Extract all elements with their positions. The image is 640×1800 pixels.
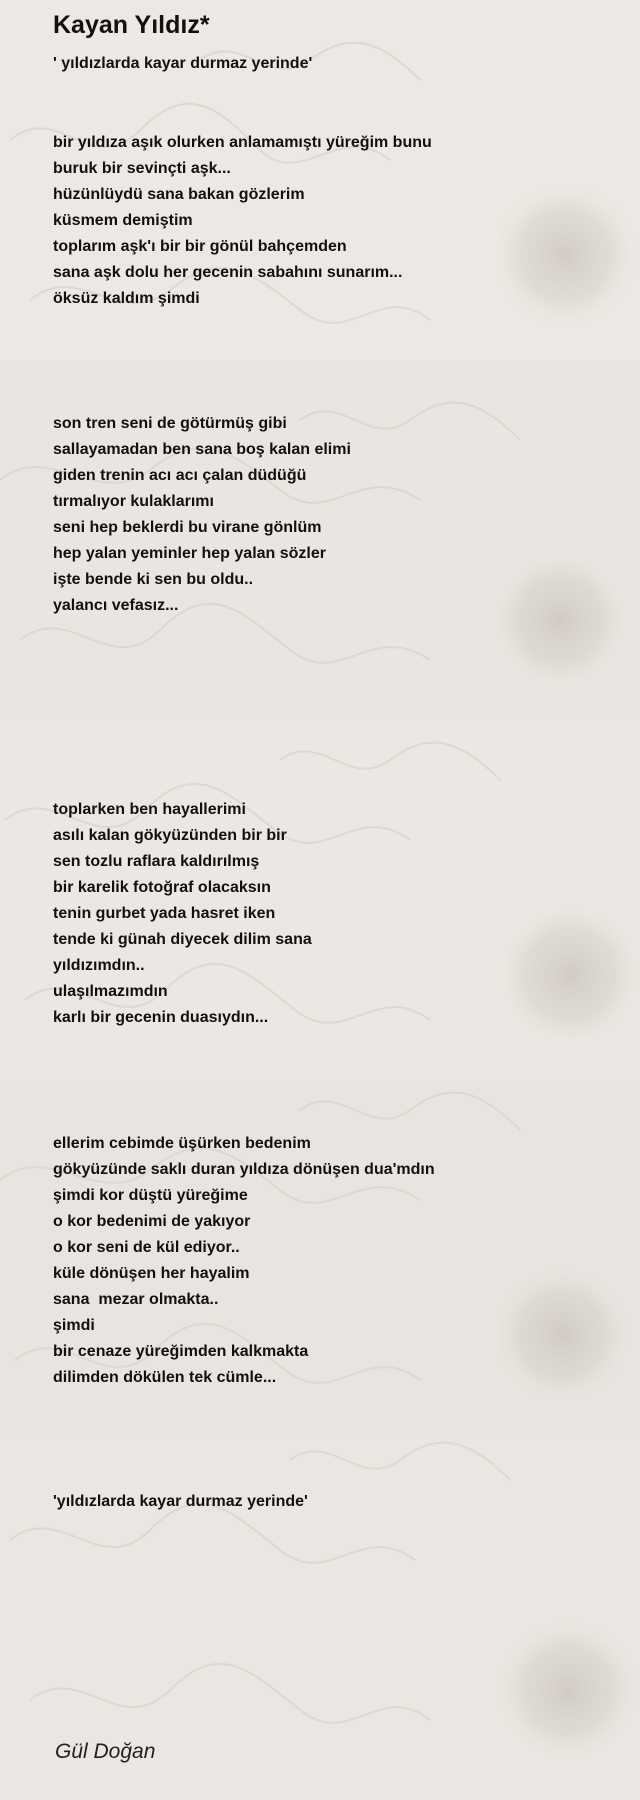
poem-line: öksüz kaldım şimdi <box>53 290 200 307</box>
poem-line: bir cenaze yüreğimden kalkmakta <box>53 1343 309 1360</box>
poem-subtitle: ' yıldızlarda kayar durmaz yerinde' <box>53 55 313 72</box>
stanza-3 <box>53 797 312 1031</box>
ink-blot <box>494 899 640 1051</box>
poem-line: hüzünlüydü sana bakan gözlerim <box>53 186 305 203</box>
poem-line: sallayamadan ben sana boş kalan elimi <box>53 441 351 458</box>
poem-line: gökyüzünde saklı duran yıldıza dönüşen dua'mdın <box>53 1161 435 1178</box>
poem-line: bir yıldıza aşık olurken anlamamıştı yüreğim bunu <box>53 134 432 151</box>
poem-line: şimdi <box>53 1317 95 1334</box>
poem-line: seni hep beklerdi bu virane gönlüm <box>53 519 322 536</box>
poem-line: giden trenin acı acı çalan düdüğü <box>53 467 307 484</box>
poem-line: o kor bedenimi de yakıyor <box>53 1213 251 1230</box>
poem-line: hep yalan yeminler hep yalan sözler <box>53 545 326 562</box>
poem-line: yıldızımdın.. <box>53 957 145 974</box>
ink-blot <box>490 1263 634 1407</box>
ink-blot <box>490 180 640 330</box>
poem-line: küsmem demiştim <box>53 212 193 229</box>
poem-line: toplarken ben hayallerimi <box>53 801 246 818</box>
poem-line: tende ki günah diyecek dilim sana <box>53 931 312 948</box>
poem-line: sana aşk dolu her gecenin sabahını sunarım... <box>53 264 403 281</box>
ink-blot <box>494 1616 640 1764</box>
stanza-1 <box>53 130 432 312</box>
poem-line: tırmalıyor kulaklarımı <box>53 493 214 510</box>
poem-line: işte bende ki sen bu oldu.. <box>53 571 254 588</box>
poem-line: ellerim cebimde üşürken bedenim <box>53 1135 311 1152</box>
poem-line: tenin gurbet yada hasret iken <box>53 905 276 922</box>
poem-line: şimdi kor düştü yüreğime <box>53 1187 248 1204</box>
poem-title: Kayan Yıldız* <box>53 11 210 39</box>
poem-line: buruk bir sevinçti aşk... <box>53 160 231 177</box>
author-name: Gül Doğan <box>55 1740 156 1763</box>
stanza-4 <box>53 1131 435 1391</box>
poem-line: dilimden dökülen tek cümle... <box>53 1369 277 1386</box>
poem-line: sana mezar olmakta.. <box>53 1291 219 1308</box>
ink-blot <box>488 548 632 692</box>
poem-line: sen tozlu raflara kaldırılmış <box>53 853 260 870</box>
stanza-2 <box>53 411 351 619</box>
poem-line: küle dönüşen her hayalim <box>53 1265 250 1282</box>
poem-closing-line: 'yıldızlarda kayar durmaz yerinde' <box>53 1493 308 1510</box>
poem-line: yalancı vefasız... <box>53 597 179 614</box>
poem-line: toplarım aşk'ı bir bir gönül bahçemden <box>53 238 347 255</box>
poem-line: asılı kalan gökyüzünden bir bir <box>53 827 287 844</box>
poem-line: ulaşılmazımdın <box>53 983 168 1000</box>
poem-line: bir karelik fotoğraf olacaksın <box>53 879 271 896</box>
poem-line: son tren seni de götürmüş gibi <box>53 415 287 432</box>
poem-line: o kor seni de kül ediyor.. <box>53 1239 240 1256</box>
poem-line: karlı bir gecenin duasıydın... <box>53 1009 269 1026</box>
